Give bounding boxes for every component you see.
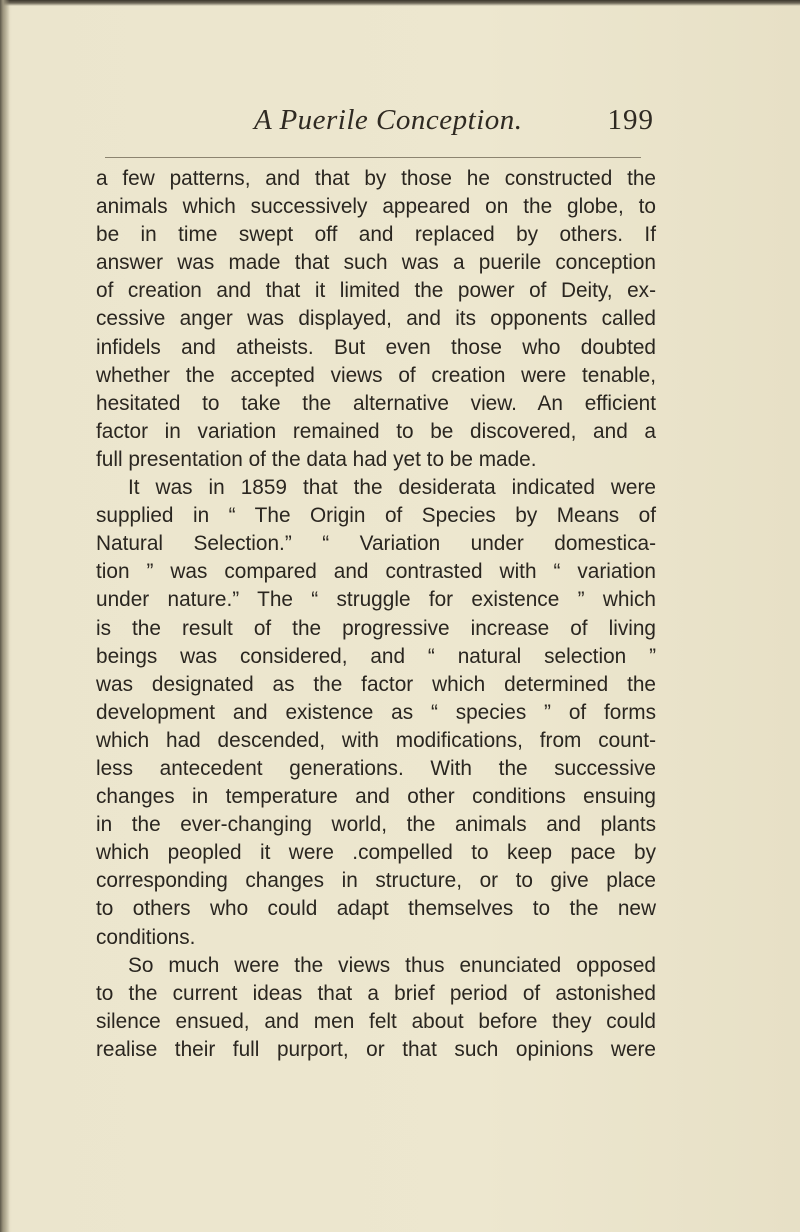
text-line: be in time swept off and replaced by others. If: [96, 223, 656, 247]
text-line: which peopled it were .compelled to keep pace by: [96, 841, 656, 865]
text-line: infidels and atheists. But even those who doubted: [96, 335, 656, 359]
text-line: of creation and that it limited the power of Deity, ex-: [96, 279, 656, 303]
page-top-edge: [0, 0, 800, 6]
paragraph-start-line: So much were the views thus enunciated opposed: [128, 953, 656, 977]
running-title: A Puerile Conception.: [254, 104, 523, 136]
text-line: to the current ideas that a brief period of astonished: [96, 981, 656, 1005]
text-line: tion ” was compared and contrasted with “ variation: [96, 560, 656, 584]
paragraph-start-line: It was in 1859 that the desiderata indicated were: [128, 476, 656, 500]
text-line: whether the accepted views of creation were tenable,: [96, 363, 656, 387]
text-line: animals which successively appeared on the globe, to: [96, 195, 656, 219]
text-line: conditions.: [96, 925, 196, 949]
text-line: less antecedent generations. With the successive: [96, 756, 656, 780]
page-binding-edge: [0, 0, 10, 1232]
text-line: cessive anger was displayed, and its opponents called: [96, 307, 656, 331]
text-line: answer was made that such was a puerile conception: [96, 251, 656, 275]
text-line: full presentation of the data had yet to be made.: [96, 447, 537, 471]
text-line: is the result of the progressive increase of living: [96, 616, 656, 640]
text-line: development and existence as “ species ” of forms: [96, 700, 656, 724]
page-number: 199: [607, 104, 654, 136]
text-line: was designated as the factor which determined the: [96, 672, 656, 696]
text-line: to others who could adapt themselves to the new: [96, 897, 656, 921]
text-line: silence ensued, and men felt about before they could: [96, 1009, 656, 1033]
text-line: a few patterns, and that by those he constructed the: [96, 167, 656, 190]
text-line: in the ever-changing world, the animals and plants: [96, 813, 656, 837]
text-line: supplied in “ The Origin of Species by Means of: [96, 504, 656, 528]
running-header: [96, 104, 656, 144]
header-rule: [105, 157, 641, 158]
text-line: beings was considered, and “ natural selection ”: [96, 644, 656, 668]
text-line: which had descended, with modifications, from count-: [96, 728, 656, 752]
text-line: hesitated to take the alternative view. An efficient: [96, 391, 656, 415]
text-line: Natural Selection.” “ Variation under domestica-: [96, 532, 656, 556]
body-text: [96, 165, 656, 1064]
text-line: realise their full purport, or that such opinions were: [96, 1037, 656, 1061]
text-line: corresponding changes in structure, or to give place: [96, 869, 656, 893]
text-line: factor in variation remained to be discovered, and a: [96, 419, 656, 443]
text-line: under nature.” The “ struggle for existence ” which: [96, 588, 656, 612]
text-line: changes in temperature and other conditions ensuing: [96, 785, 656, 809]
